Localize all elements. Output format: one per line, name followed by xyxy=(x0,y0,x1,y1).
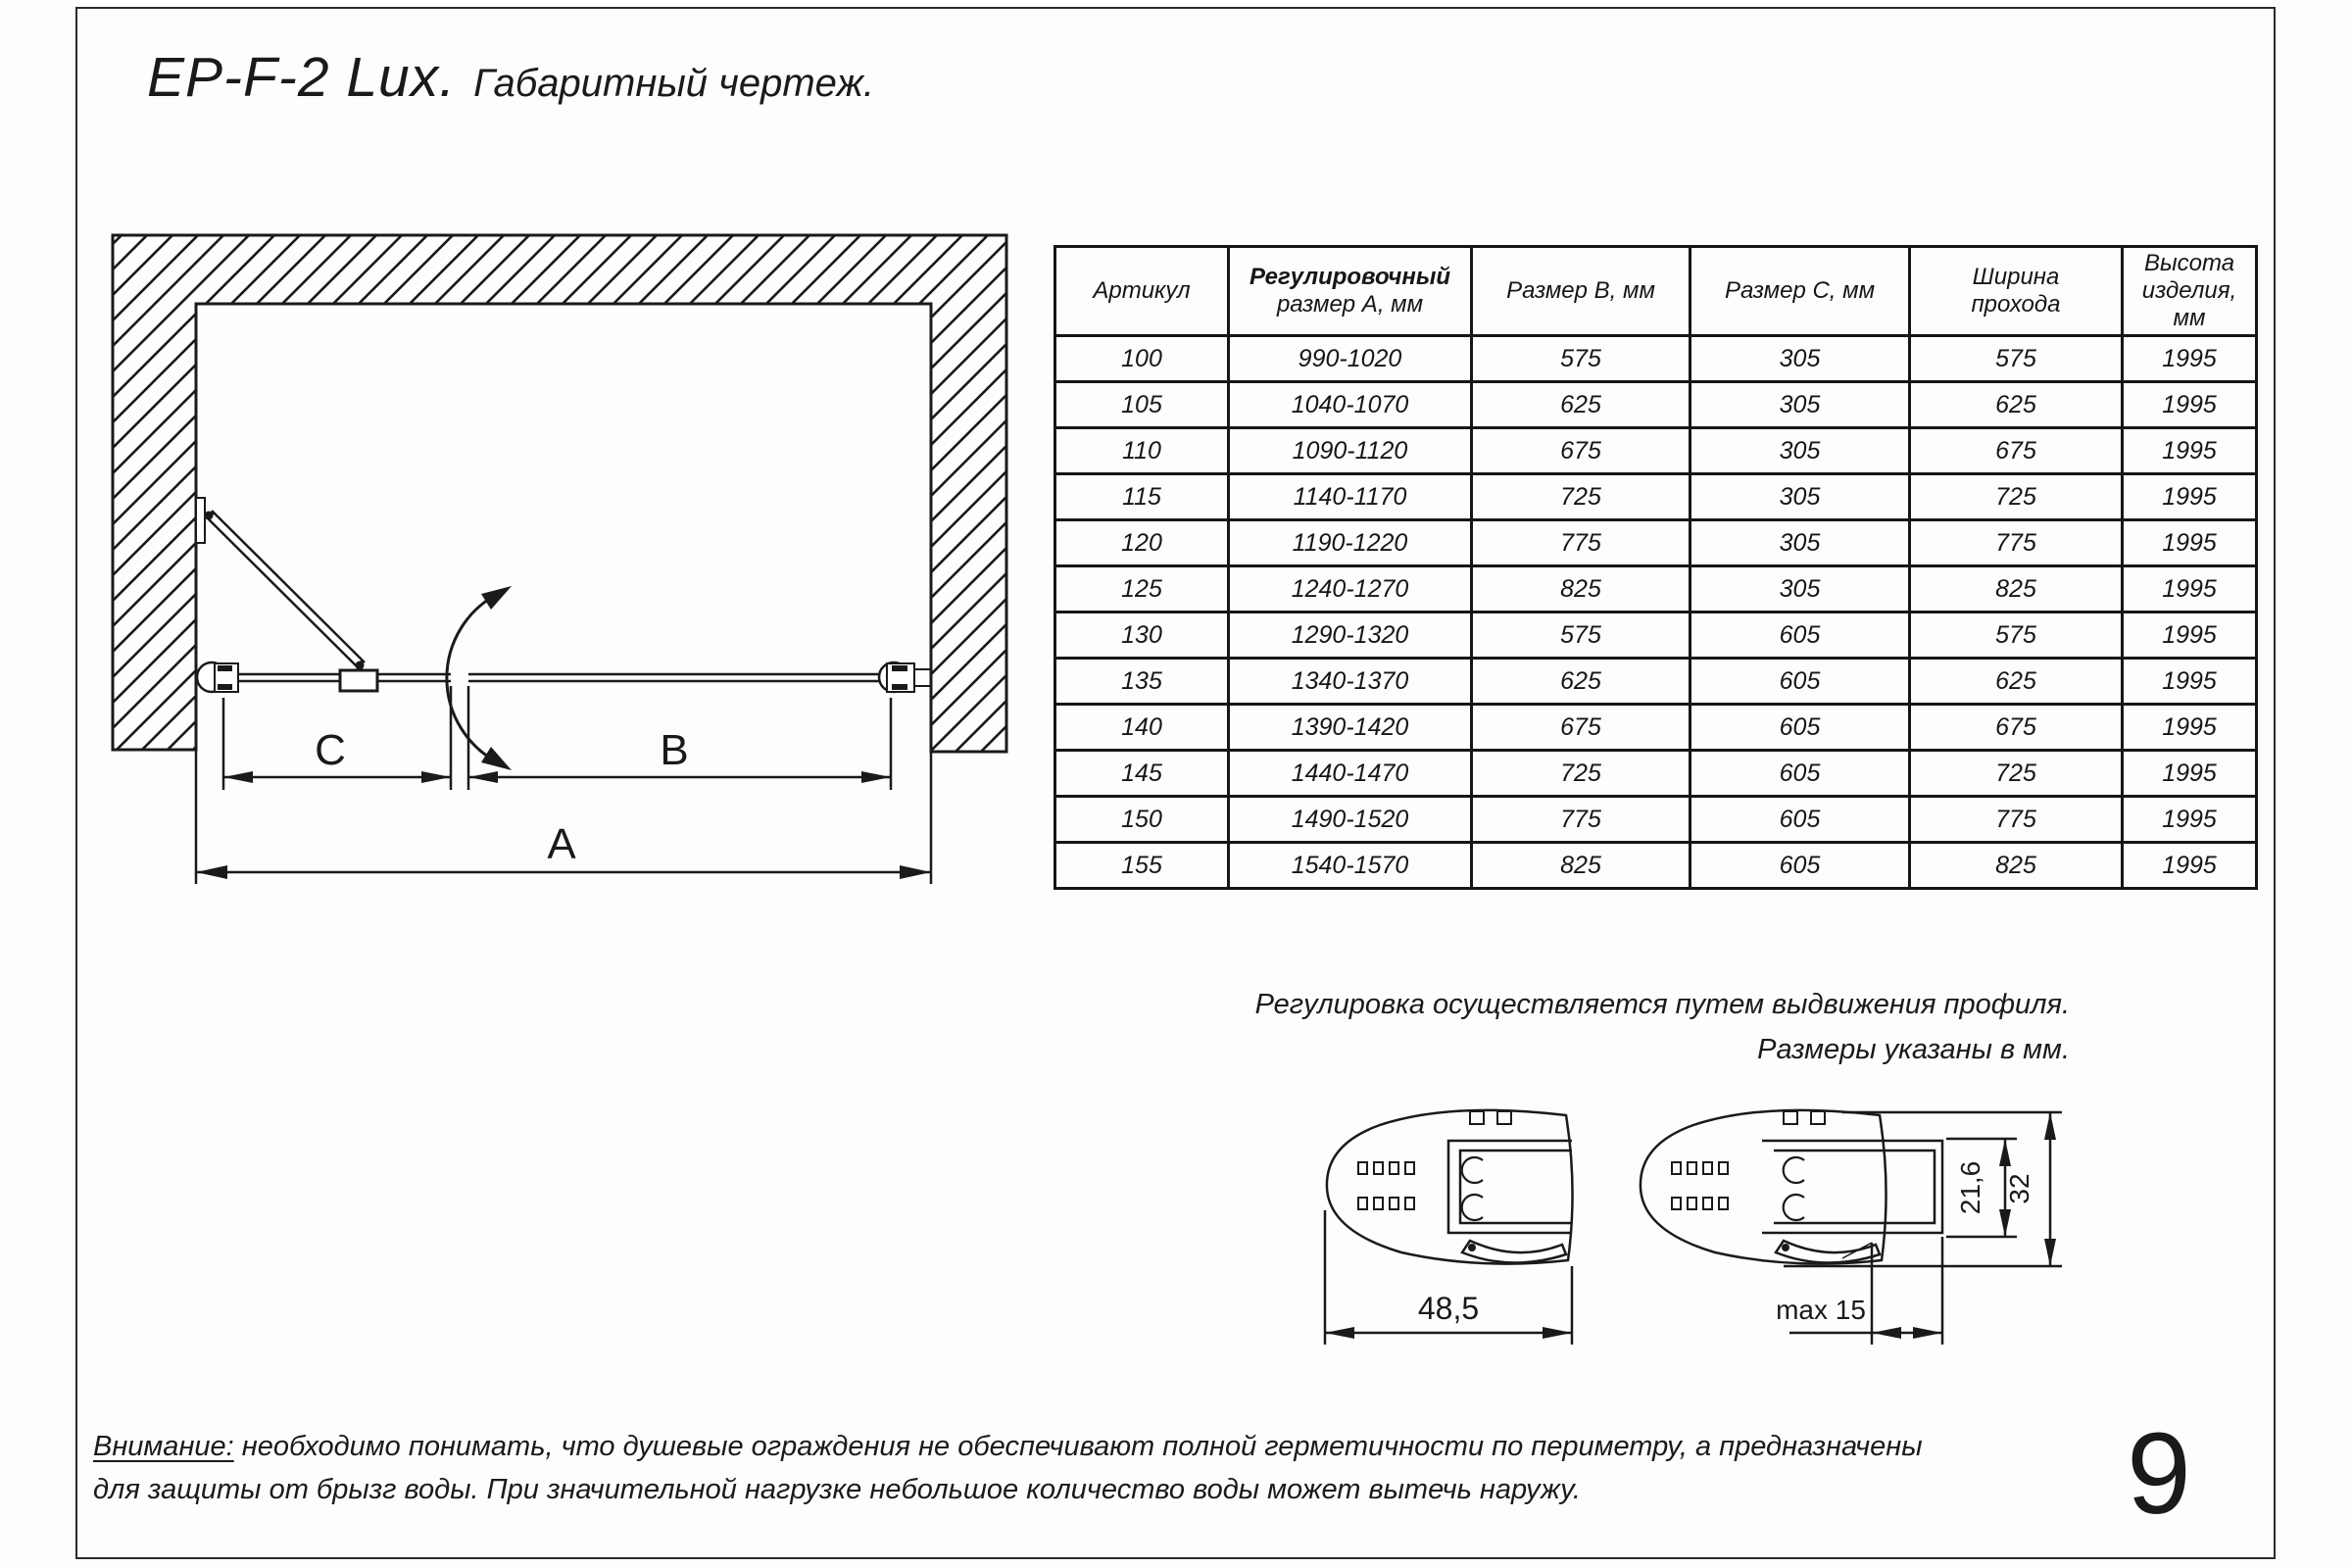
dim-label-max-offset: max 15 xyxy=(1776,1295,1866,1325)
table-cell: 675 xyxy=(1910,705,2123,751)
table-cell: 775 xyxy=(1910,520,2123,566)
table-cell: 725 xyxy=(1910,751,2123,797)
warning-text xyxy=(93,1425,2151,1511)
col-header-pass-width: Ширина прохода xyxy=(1910,247,2123,336)
table-cell: 825 xyxy=(1472,566,1690,612)
table-cell: 135 xyxy=(1055,659,1229,705)
table-cell: 1995 xyxy=(2123,382,2257,428)
table-cell: 140 xyxy=(1055,705,1229,751)
table-cell: 1540-1570 xyxy=(1229,843,1472,889)
table-cell: 1490-1520 xyxy=(1229,797,1472,843)
table-cell: 1995 xyxy=(2123,336,2257,382)
drawing-type-label: Габаритный чертеж. xyxy=(473,62,875,105)
table-cell: 605 xyxy=(1690,659,1910,705)
table-cell: 305 xyxy=(1690,474,1910,520)
col-header-product-height: Высота изделия, мм xyxy=(2123,247,2257,336)
dimension-c xyxy=(223,686,451,790)
table-row xyxy=(1055,751,2257,797)
door-swing-arc xyxy=(447,586,512,770)
dim-label-channel-depth: 21,6 xyxy=(1955,1160,1985,1215)
table-cell: 305 xyxy=(1690,520,1910,566)
adjustment-note xyxy=(1255,982,2070,1072)
dim-label-height: 32 xyxy=(2004,1173,2034,1204)
table-cell: 675 xyxy=(1472,705,1690,751)
table-cell: 775 xyxy=(1472,797,1690,843)
dimension-b xyxy=(468,686,891,790)
table-cell: 1040-1070 xyxy=(1229,382,1472,428)
table-row xyxy=(1055,382,2257,428)
profile-right xyxy=(1641,1110,1942,1264)
table-cell: 1995 xyxy=(2123,797,2257,843)
table-cell: 1090-1120 xyxy=(1229,428,1472,474)
table-cell: 675 xyxy=(1472,428,1690,474)
table-row xyxy=(1055,474,2257,520)
table-cell: 605 xyxy=(1690,612,1910,659)
table-cell: 1340-1370 xyxy=(1229,659,1472,705)
table-cell: 305 xyxy=(1690,336,1910,382)
wall-profile-left xyxy=(197,662,238,692)
table-row xyxy=(1055,336,2257,382)
warning-line-2: для защиты от брызг воды. При значительной нагрузке небольшое количество воды может вытечь наружу. xyxy=(93,1474,1581,1505)
note-line-2: Размеры указаны в мм. xyxy=(1757,1034,2070,1065)
table-body xyxy=(1055,336,2257,889)
table-cell: 775 xyxy=(1910,797,2123,843)
table-cell: 575 xyxy=(1472,612,1690,659)
model-name: EP-F-2 Lux. xyxy=(147,46,457,109)
dim-label-c: C xyxy=(315,726,346,774)
table-row xyxy=(1055,612,2257,659)
wall-profile-right xyxy=(879,662,931,692)
table-cell: 825 xyxy=(1910,566,2123,612)
support-bar xyxy=(196,498,365,670)
table-row xyxy=(1055,843,2257,889)
table-cell: 1995 xyxy=(2123,566,2257,612)
table-row xyxy=(1055,566,2257,612)
table-cell: 675 xyxy=(1910,428,2123,474)
table-row xyxy=(1055,520,2257,566)
dimension-a xyxy=(196,750,931,884)
dim-label-width: 48,5 xyxy=(1417,1291,1480,1326)
table-cell: 1140-1170 xyxy=(1229,474,1472,520)
table-cell: 1995 xyxy=(2123,751,2257,797)
table-cell: 1995 xyxy=(2123,474,2257,520)
page-number: 9 xyxy=(2127,1409,2191,1539)
table-cell: 575 xyxy=(1910,612,2123,659)
table-cell: 625 xyxy=(1910,382,2123,428)
table-cell: 1390-1420 xyxy=(1229,705,1472,751)
table-cell: 1190-1220 xyxy=(1229,520,1472,566)
table-cell: 150 xyxy=(1055,797,1229,843)
table-cell: 1995 xyxy=(2123,428,2257,474)
table-cell: 305 xyxy=(1690,566,1910,612)
table-cell: 575 xyxy=(1472,336,1690,382)
col-header-articul: Артикул xyxy=(1055,247,1229,336)
table-cell: 1440-1470 xyxy=(1229,751,1472,797)
table-cell: 110 xyxy=(1055,428,1229,474)
table-cell: 725 xyxy=(1472,474,1690,520)
table-cell: 100 xyxy=(1055,336,1229,382)
table-cell: 605 xyxy=(1690,751,1910,797)
table-cell: 1995 xyxy=(2123,520,2257,566)
table-cell: 725 xyxy=(1472,751,1690,797)
table-cell: 120 xyxy=(1055,520,1229,566)
table-cell: 1290-1320 xyxy=(1229,612,1472,659)
plan-drawing xyxy=(113,235,1006,884)
table-cell: 305 xyxy=(1690,428,1910,474)
table-cell: 155 xyxy=(1055,843,1229,889)
col-header-size-b: Размер В, мм xyxy=(1472,247,1690,336)
table-cell: 825 xyxy=(1472,843,1690,889)
profile-sections xyxy=(1325,1110,2062,1345)
table-cell: 1995 xyxy=(2123,843,2257,889)
note-line-1: Регулировка осуществляется путем выдвижения профиля. xyxy=(1254,989,2070,1020)
table-cell: 575 xyxy=(1910,336,2123,382)
profile-left xyxy=(1327,1110,1573,1264)
table-header-row xyxy=(1055,247,2257,336)
dim-label-a: A xyxy=(547,820,576,868)
table-cell: 605 xyxy=(1690,705,1910,751)
table-cell: 1995 xyxy=(2123,659,2257,705)
table-row xyxy=(1055,428,2257,474)
table-cell: 125 xyxy=(1055,566,1229,612)
table-cell: 725 xyxy=(1910,474,2123,520)
table-cell: 775 xyxy=(1472,520,1690,566)
table-cell: 1995 xyxy=(2123,705,2257,751)
table-cell: 145 xyxy=(1055,751,1229,797)
table-cell: 1240-1270 xyxy=(1229,566,1472,612)
dimension-table xyxy=(1054,245,2258,890)
table-cell: 305 xyxy=(1690,382,1910,428)
table-cell: 825 xyxy=(1910,843,2123,889)
col-header-size-c: Размер С, мм xyxy=(1690,247,1910,336)
table-cell: 625 xyxy=(1472,382,1690,428)
warning-line-1: необходимо понимать, что душевые ограждения не обеспечивают полной герметичности по периметру, а предназначены xyxy=(233,1431,1923,1462)
table-row xyxy=(1055,659,2257,705)
col-header-size-a: Регулировочный размер А, мм xyxy=(1229,247,1472,336)
table-cell: 605 xyxy=(1690,797,1910,843)
table-row xyxy=(1055,705,2257,751)
table-cell: 105 xyxy=(1055,382,1229,428)
table-cell: 1995 xyxy=(2123,612,2257,659)
table-cell: 115 xyxy=(1055,474,1229,520)
table-cell: 625 xyxy=(1910,659,2123,705)
bar-connector-block xyxy=(340,670,377,691)
glass-panel-door xyxy=(468,674,891,681)
dim-label-b: B xyxy=(660,726,689,774)
table-row xyxy=(1055,797,2257,843)
warning-label: Внимание: xyxy=(93,1431,234,1462)
table-cell: 605 xyxy=(1690,843,1910,889)
table-cell: 990-1020 xyxy=(1229,336,1472,382)
dimension-32 xyxy=(1784,1112,2062,1266)
table-cell: 130 xyxy=(1055,612,1229,659)
table-cell: 625 xyxy=(1472,659,1690,705)
